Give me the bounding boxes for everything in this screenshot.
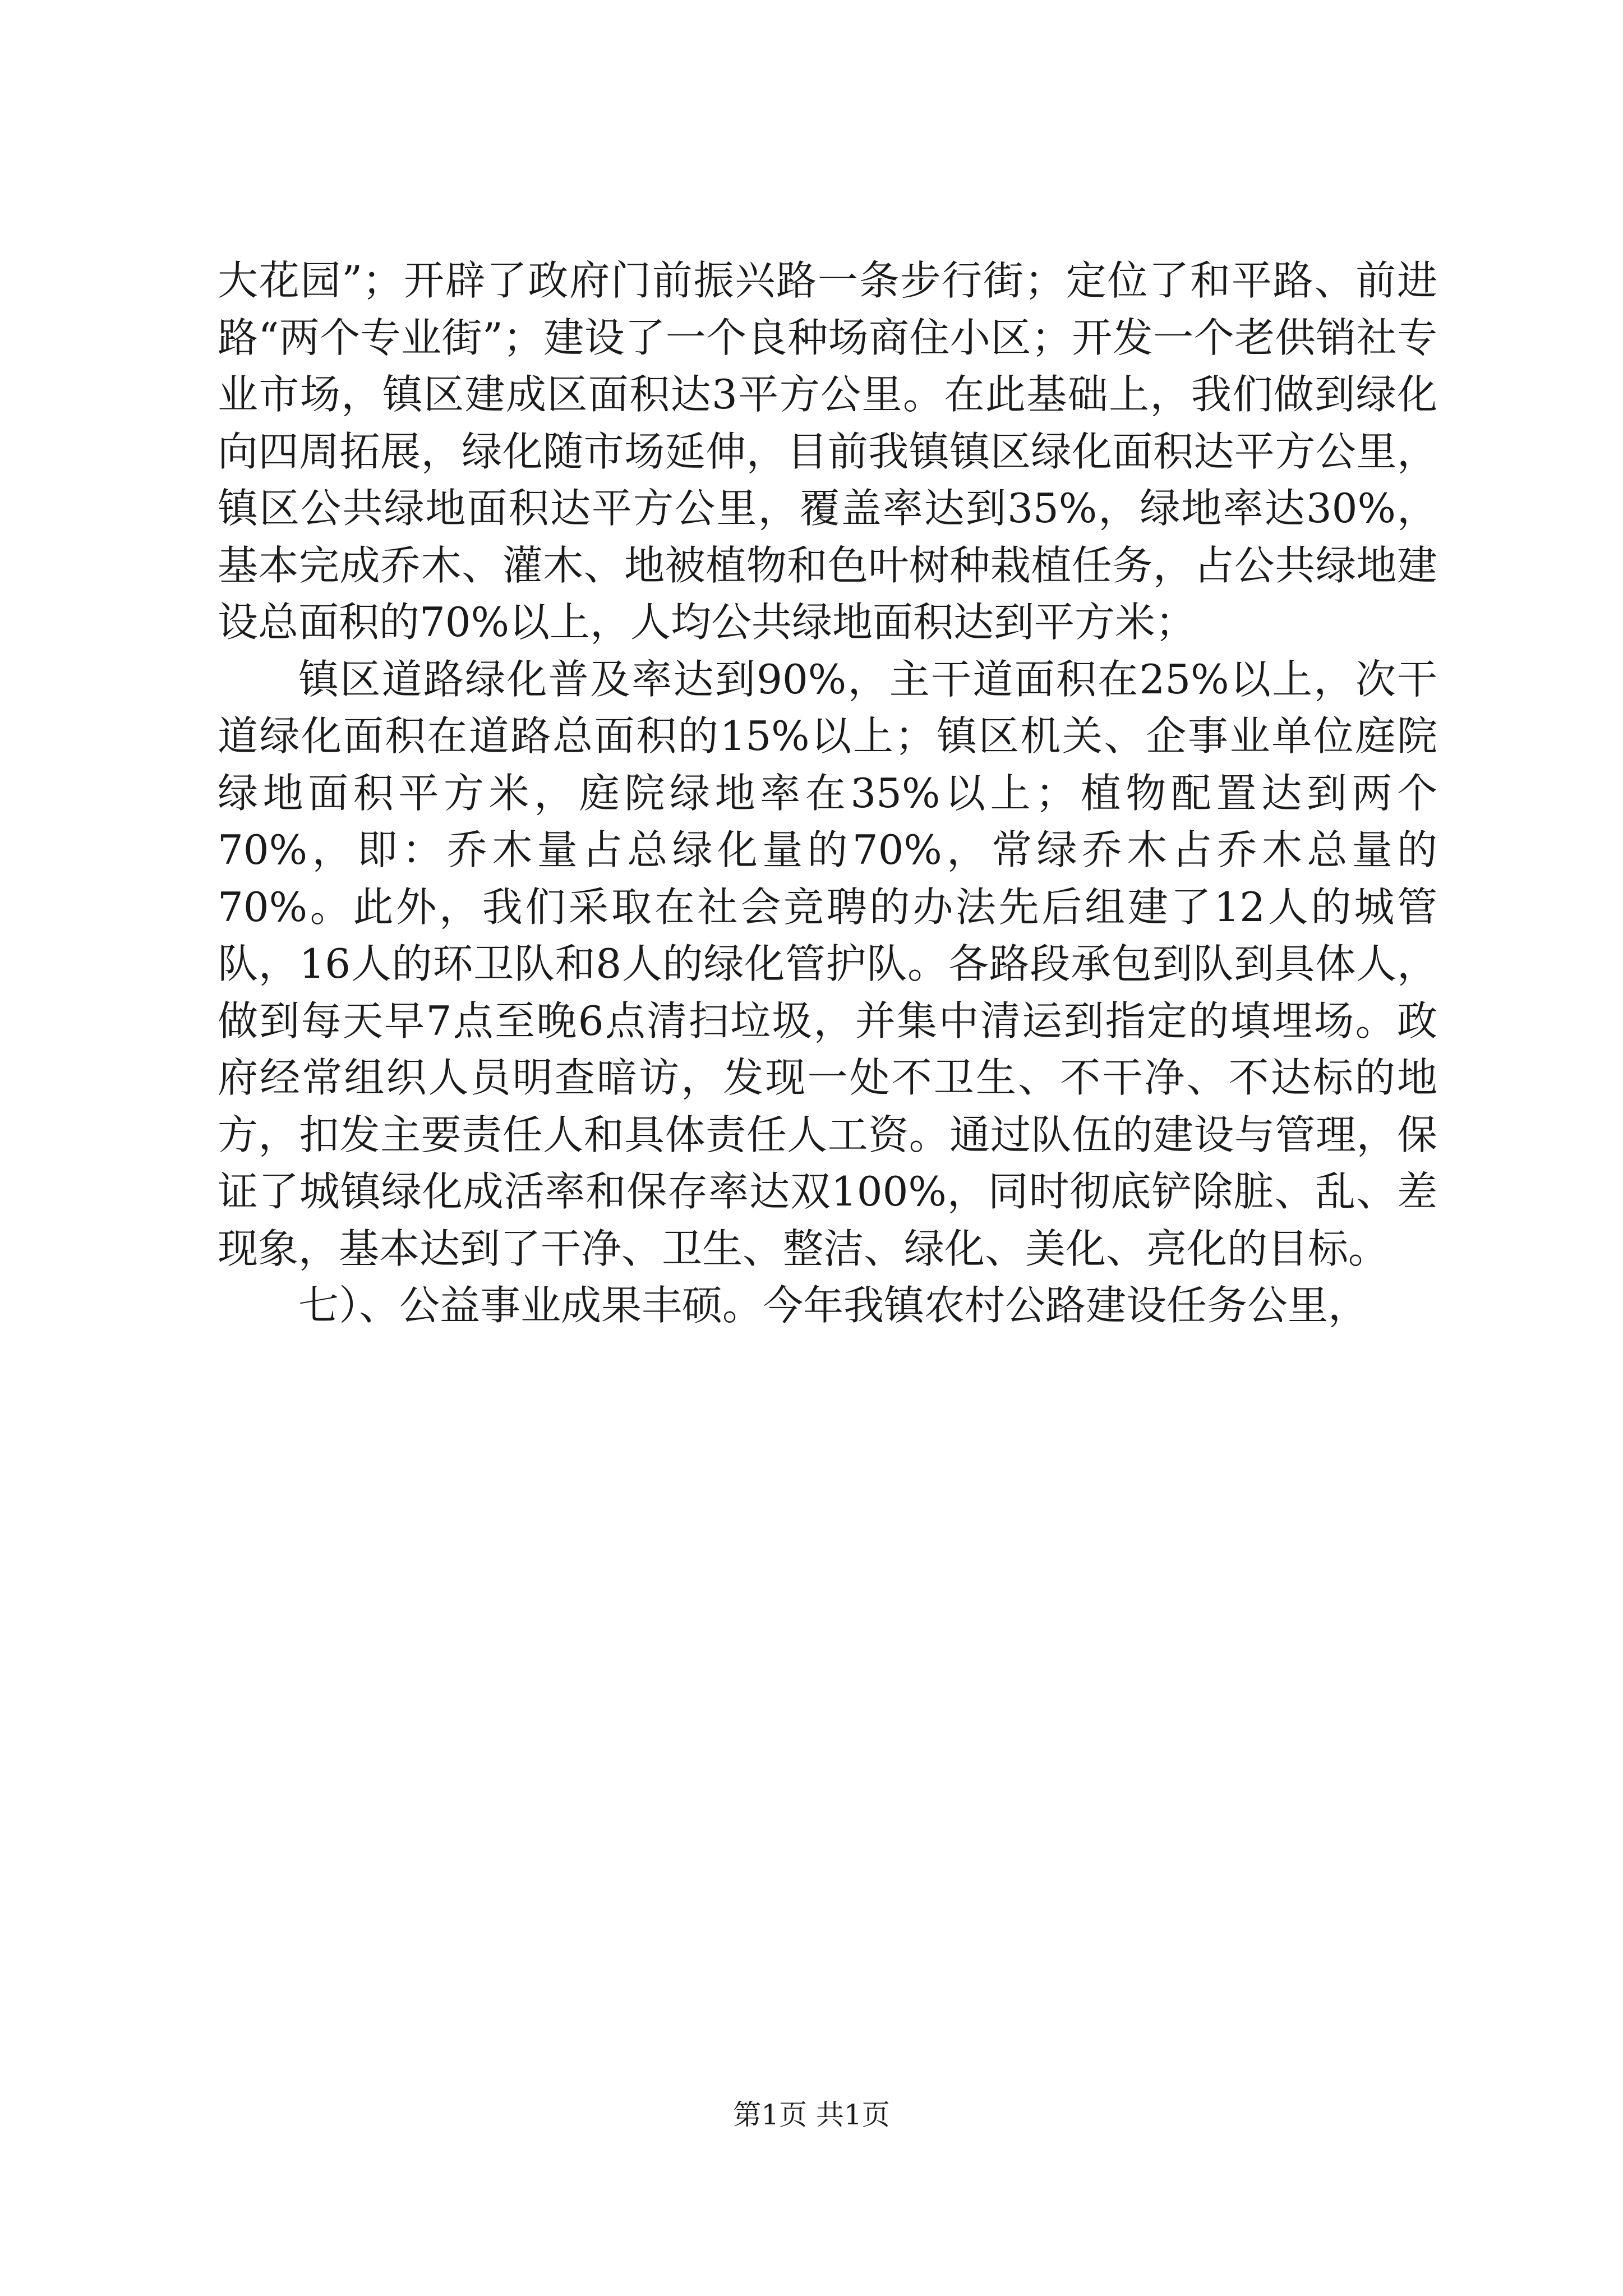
paragraph-2: 镇区道路绿化普及率达到90%，主干道面积在25%以上，次干道绿化面积在道路总面积的15%以上；镇区机关、企事业单位庭院绿地面积平方米，庭院绿地率在35%以上；植物配置达到两个70%，即：乔木量占总绿化量的70%，常绿乔木占乔木总量的70%。此外，我们采取在社会竞聘的办法先后组建了12人的城管队，16人的环卫队和8人的绿化管护队。各路段承包到队到具体人，做到每天早7点至晚6点清扫垃圾，并集中清运到指定的填埋场。政府经常组织人员明查暗访，发现一处不卫生、不干净、不达标的地方，扣发主要责任人和具体责任人工资。通过队伍的建设与管理，保证了城镇绿化成活率和保存率达双100%，同时彻底铲除脏、乱、差现象，基本达到了干净、卫生、整洁、绿化、美化、亮化的目标。 — [218, 655, 1437, 1272]
document-body — [218, 252, 1437, 1335]
paragraph-1: 大花园”；开辟了政府门前振兴路一条步行街；定位了和平路、前进路“两个专业街”；建设了一个良种场商住小区；开发一个老供销社专业市场，镇区建成区面积达3平方公里。在此基础上，我们做到绿化向四周拓展，绿化随市场延伸，目前我镇镇区绿化面积达平方公里，镇区公共绿地面积达平方公里，覆盖率达到35%，绿地率达30%，基本完成乔木、灌木、地被植物和色叶树种栽植任务，占公共绿地建设总面积的70%以上，人均公共绿地面积达到平方米； — [218, 257, 1437, 646]
page-footer: 第1页 共1页 — [733, 2099, 890, 2131]
paragraph-3: 七）、公益事业成果丰硕。今年我镇农村公路建设任务公里， — [298, 1282, 1369, 1329]
